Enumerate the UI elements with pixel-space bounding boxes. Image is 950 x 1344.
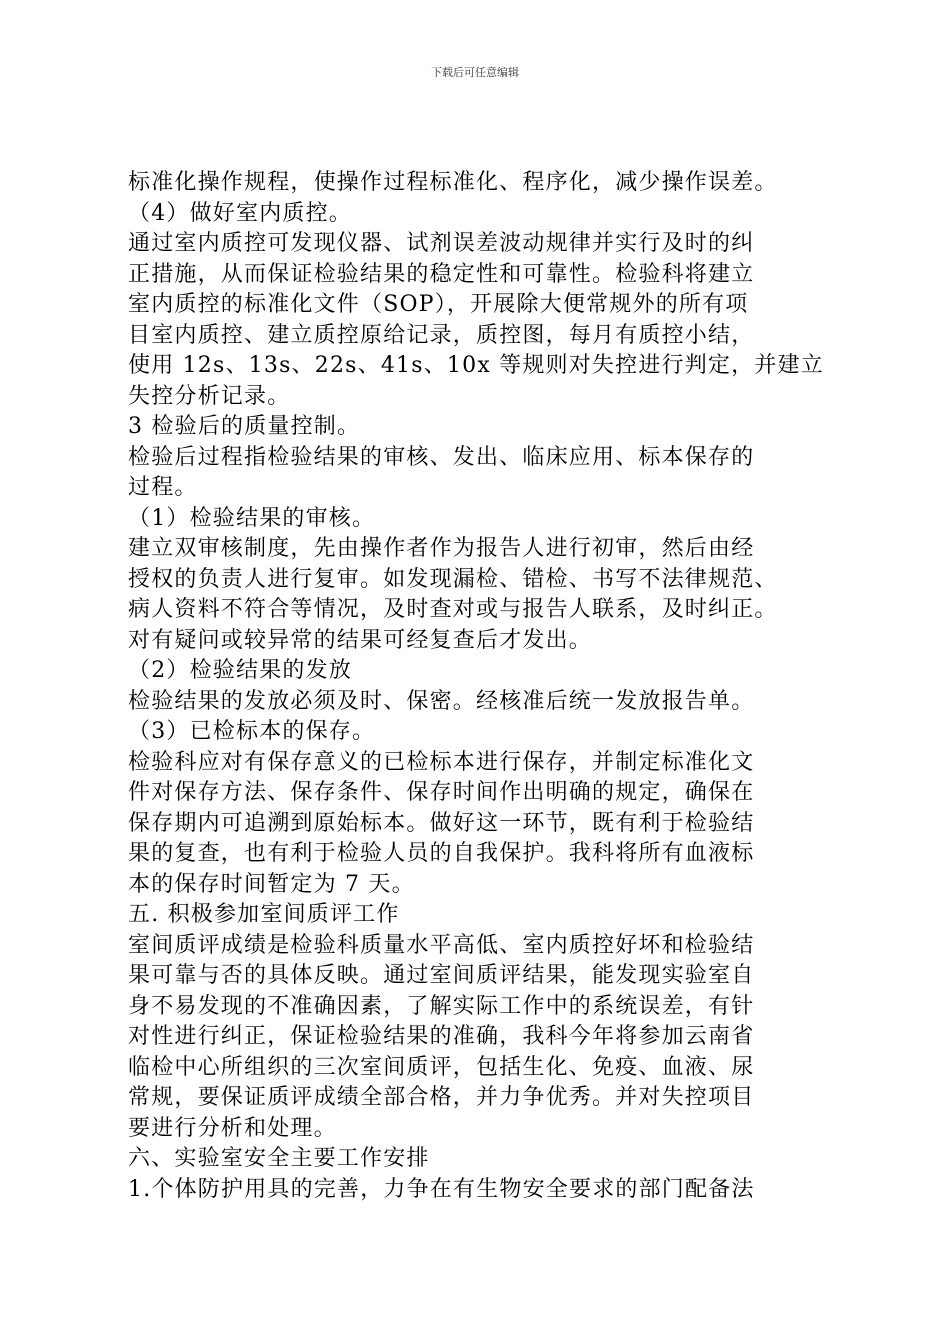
text-line: 通过室内质控可发现仪器、试剂误差波动规律并实行及时的纠	[128, 231, 755, 256]
text-line: 果的复查，也有利于检验人员的自我保护。我科将所有血液标	[128, 841, 755, 866]
text-line: 标准化操作规程，使操作过程标准化、程序化，减少操作误差。	[128, 170, 778, 195]
text-line: 室内质控的标准化文件（SOP），开展除大便常规外的所有项	[128, 292, 749, 317]
section-heading: （3）已检标本的保存。	[128, 719, 376, 744]
text-line: 建立双审核制度，先由操作者作为报告人进行初审，然后由经	[128, 536, 755, 561]
text-line: 临检中心所组织的三次室间质评，包括生化、免疫、血液、尿	[128, 1054, 755, 1080]
section-heading: 3 检验后的质量控制。	[128, 414, 361, 439]
text-line: 检验科应对有保存意义的已检标本进行保存，并制定标准化文	[128, 749, 755, 775]
text-line: 常规，要保证质评成绩全部合格，并力争优秀。并对失控项目	[128, 1085, 755, 1110]
section-heading: （4）做好室内质控。	[128, 200, 352, 226]
text-line: 要进行分析和处理。	[128, 1115, 337, 1141]
text-line: 过程。	[128, 475, 198, 500]
text-line: 本的保存时间暂定为 7 天。	[128, 871, 415, 897]
text-line: 对有疑问或较异常的结果可经复查后才发出。	[128, 627, 593, 653]
text-line: 果可靠与否的具体反映。通过室间质评结果，能发现实验室自	[128, 963, 755, 988]
text-line: 病人资料不符合等情况，及时查对或与报告人联系，及时纠正。	[128, 597, 778, 622]
text-line: 授权的负责人进行复审。如发现漏检、错检、书写不法律规范、	[128, 566, 778, 592]
text-line: 保存期内可追溯到原始标本。做好这一环节，既有利于检验结	[128, 810, 755, 836]
document-body	[128, 168, 840, 1205]
text-line: 检验结果的发放必须及时、保密。经核准后统一发放报告单。	[128, 688, 755, 714]
text-line: 使用 12s、13s、22s、41s、10x 等规则对失控进行判定，并建立	[128, 353, 824, 378]
text-line: 室间质评成绩是检验科质量水平高低、室内质控好坏和检验结	[128, 932, 755, 958]
text-line: 1.个体防护用具的完善，力争在有生物安全要求的部门配备法	[128, 1176, 755, 1202]
text-line: 件对保存方法、保存条件、保存时间作出明确的规定，确保在	[128, 780, 755, 805]
section-heading: （1）检验结果的审核。	[128, 505, 376, 531]
text-line: 对性进行纠正，保证检验结果的准确，我科今年将参加云南省	[128, 1024, 755, 1049]
text-line: 检验后过程指检验结果的审核、发出、临床应用、标本保存的	[128, 444, 755, 470]
text-line: 身不易发现的不准确因素，了解实际工作中的系统误差，有针	[128, 993, 755, 1019]
section-heading: （2）检验结果的发放	[128, 658, 352, 683]
page-header: 下载后可任意编辑	[431, 66, 519, 79]
text-line: 失控分析记录。	[128, 383, 291, 409]
section-heading: 五. 积极参加室间质评工作	[128, 902, 400, 927]
text-line: 目室内质控、建立质控原给记录，质控图，每月有质控小结，	[128, 322, 755, 348]
text-line: 正措施，从而保证检验结果的稳定性和可靠性。检验科将建立	[128, 261, 755, 287]
section-heading: 六、实验室安全主要工作安排	[128, 1146, 430, 1171]
